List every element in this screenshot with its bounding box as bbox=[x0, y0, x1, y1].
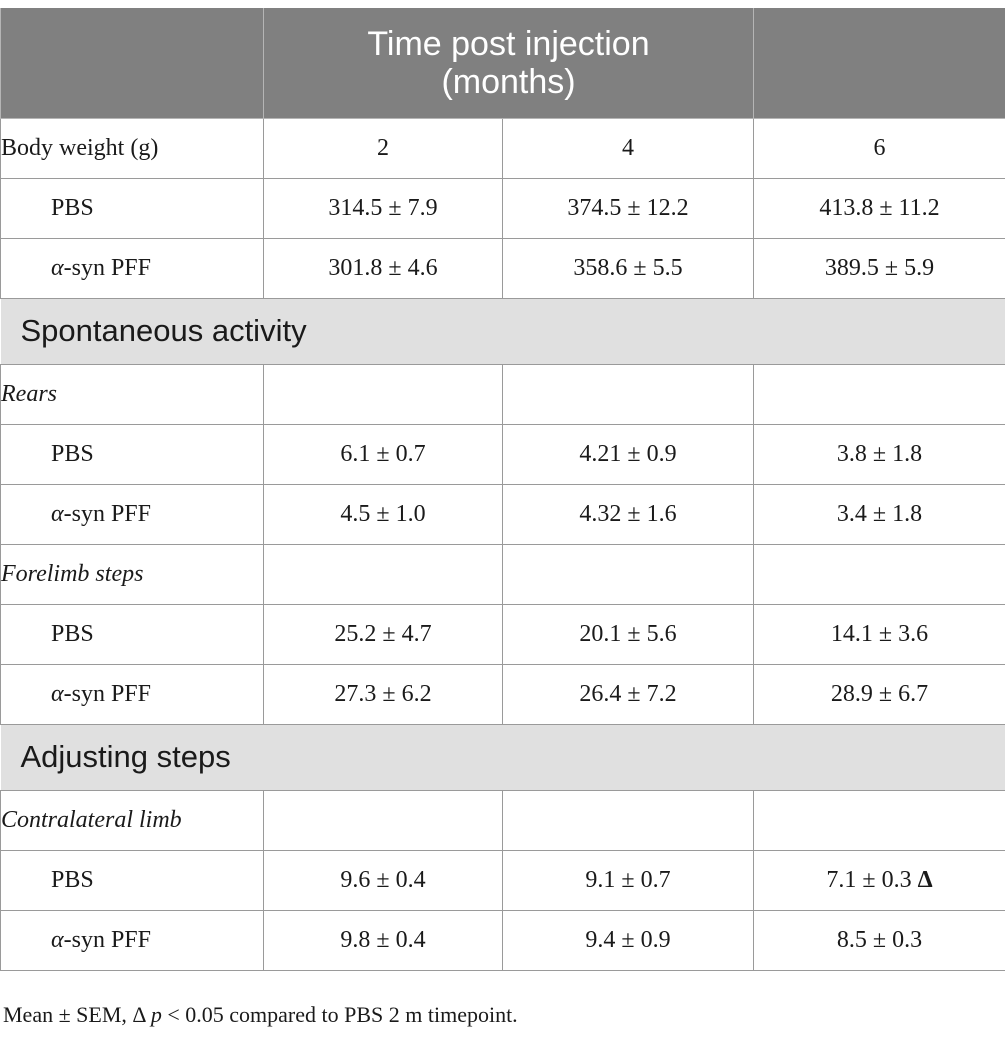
row-label-pff bbox=[1, 910, 264, 970]
row-label-text: -syn PFF bbox=[63, 500, 151, 527]
row-label-text: -syn PFF bbox=[63, 254, 151, 281]
cell-value: 9.6 ± 0.4 bbox=[264, 850, 503, 910]
empty-cell bbox=[264, 790, 503, 850]
header-blank-right bbox=[754, 8, 1005, 118]
header-title-line1: Time post injection bbox=[367, 24, 650, 63]
section-row bbox=[1, 724, 1005, 790]
empty-cell bbox=[264, 544, 503, 604]
table-row bbox=[1, 178, 1005, 238]
alpha-symbol: α bbox=[51, 500, 64, 527]
cell-value: 27.3 ± 6.2 bbox=[264, 664, 503, 724]
alpha-symbol: α bbox=[51, 926, 64, 953]
cell-value: 9.1 ± 0.7 bbox=[503, 850, 754, 910]
empty-cell bbox=[754, 790, 1005, 850]
cell-value: 26.4 ± 7.2 bbox=[503, 664, 754, 724]
subgroup-label-forelimb: Forelimb steps bbox=[1, 544, 264, 604]
header-blank-left bbox=[1, 8, 264, 118]
footnote-prefix: Mean ± SEM, Δ bbox=[3, 1002, 151, 1027]
table-row bbox=[1, 424, 1005, 484]
table-row bbox=[1, 364, 1005, 424]
row-label-pbs: PBS bbox=[1, 850, 264, 910]
row-label-pff bbox=[1, 664, 264, 724]
cell-value: 7.1 ± 0.3 bbox=[826, 866, 912, 893]
empty-cell bbox=[503, 790, 754, 850]
cell-value: 301.8 ± 4.6 bbox=[264, 238, 503, 298]
section-title-spontaneous: Spontaneous activity bbox=[1, 298, 1005, 364]
row-label-text: -syn PFF bbox=[63, 926, 151, 953]
footnote-suffix: < 0.05 compared to PBS 2 m timepoint. bbox=[161, 1002, 518, 1027]
row-label-pbs: PBS bbox=[1, 178, 264, 238]
row-label-text: -syn PFF bbox=[63, 680, 151, 707]
empty-cell bbox=[754, 364, 1005, 424]
cell-value: 20.1 ± 5.6 bbox=[503, 604, 754, 664]
alpha-symbol: α bbox=[51, 680, 64, 707]
header-row bbox=[1, 8, 1005, 118]
cell-value: 4.5 ± 1.0 bbox=[264, 484, 503, 544]
empty-cell bbox=[754, 544, 1005, 604]
cell-value: 25.2 ± 4.7 bbox=[264, 604, 503, 664]
cell-value: 28.9 ± 6.7 bbox=[754, 664, 1005, 724]
month-4: 4 bbox=[503, 118, 754, 178]
month-2: 2 bbox=[264, 118, 503, 178]
table-row bbox=[1, 850, 1005, 910]
empty-cell bbox=[503, 544, 754, 604]
subgroup-label-contralateral: Contralateral limb bbox=[1, 790, 264, 850]
subheader-row bbox=[1, 118, 1005, 178]
table-footnote bbox=[3, 1002, 518, 1028]
cell-value: 413.8 ± 11.2 bbox=[754, 178, 1005, 238]
cell-value: 9.8 ± 0.4 bbox=[264, 910, 503, 970]
significance-marker: Δ bbox=[917, 866, 933, 893]
table-row bbox=[1, 238, 1005, 298]
alpha-symbol: α bbox=[51, 254, 64, 281]
row-label-pff bbox=[1, 238, 264, 298]
cell-value: 8.5 ± 0.3 bbox=[754, 910, 1005, 970]
cell-value: 374.5 ± 12.2 bbox=[503, 178, 754, 238]
cell-value: 314.5 ± 7.9 bbox=[264, 178, 503, 238]
empty-cell bbox=[503, 364, 754, 424]
cell-value: 389.5 ± 5.9 bbox=[754, 238, 1005, 298]
cell-value-with-marker bbox=[754, 850, 1005, 910]
cell-value: 14.1 ± 3.6 bbox=[754, 604, 1005, 664]
footnote-p: p bbox=[150, 1002, 162, 1027]
results-table bbox=[0, 8, 1005, 971]
month-6: 6 bbox=[754, 118, 1005, 178]
table-row bbox=[1, 664, 1005, 724]
row-label-pbs: PBS bbox=[1, 604, 264, 664]
subgroup-label-rears: Rears bbox=[1, 364, 264, 424]
cell-value: 358.6 ± 5.5 bbox=[503, 238, 754, 298]
cell-value: 3.4 ± 1.8 bbox=[754, 484, 1005, 544]
table-row bbox=[1, 790, 1005, 850]
table-row bbox=[1, 910, 1005, 970]
cell-value: 9.4 ± 0.9 bbox=[503, 910, 754, 970]
section-row bbox=[1, 298, 1005, 364]
table-row bbox=[1, 544, 1005, 604]
header-title-line2: (months) bbox=[441, 62, 576, 101]
cell-value: 3.8 ± 1.8 bbox=[754, 424, 1005, 484]
row-label-pff bbox=[1, 484, 264, 544]
cell-value: 6.1 ± 0.7 bbox=[264, 424, 503, 484]
row-label-pbs: PBS bbox=[1, 424, 264, 484]
cell-value: 4.21 ± 0.9 bbox=[503, 424, 754, 484]
header-title bbox=[264, 8, 754, 118]
cell-value: 4.32 ± 1.6 bbox=[503, 484, 754, 544]
table-row bbox=[1, 484, 1005, 544]
section-title-adjusting: Adjusting steps bbox=[1, 724, 1005, 790]
body-weight-label: Body weight (g) bbox=[1, 118, 264, 178]
table-row bbox=[1, 604, 1005, 664]
empty-cell bbox=[264, 364, 503, 424]
